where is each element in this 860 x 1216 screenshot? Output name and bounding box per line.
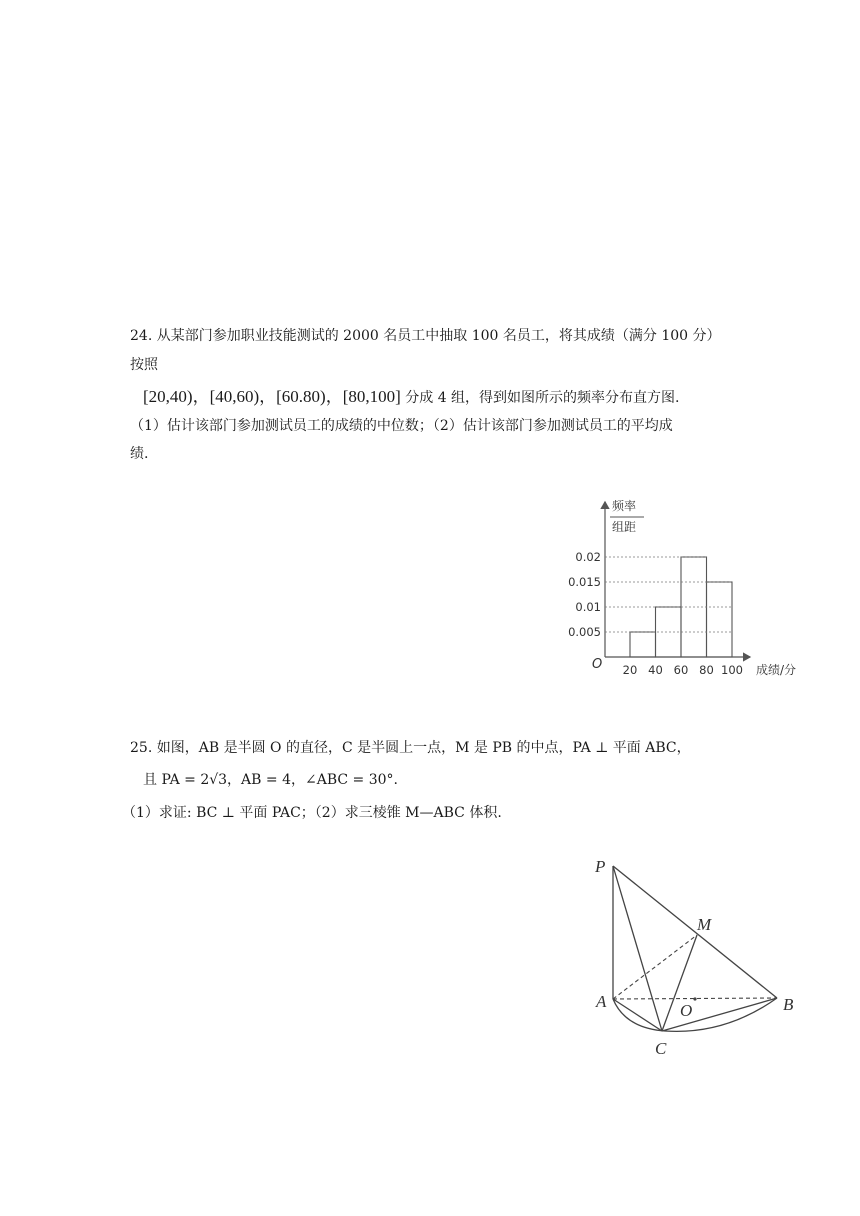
histogram-chart bbox=[560, 490, 820, 690]
q25-cond: 且 PA = 2√3，AB = 4，∠ABC = 30°. bbox=[143, 772, 398, 788]
x-axis-label: 成绩/分 bbox=[756, 663, 797, 677]
q24-intro-cont: 按照 bbox=[130, 357, 158, 373]
q24-intervals-tail: 分成 4 组，得到如图所示的频率分布直方图. bbox=[405, 390, 680, 406]
q24-intervals: [20,40)，[40,60)，[60.80)，[80,100] bbox=[143, 387, 401, 406]
geometry-figure bbox=[585, 850, 805, 1060]
q24-part1: （1）估计该部门参加测试员工的成绩的中位数；（2）估计该部门参加测试员工的平均成 bbox=[130, 418, 673, 434]
q24-intro: 24. 从某部门参加职业技能测试的 2000 名员工中抽取 100 名员工，将其成绩（满分 100 分） bbox=[130, 328, 721, 344]
label-b: B bbox=[783, 995, 794, 1014]
label-c: C bbox=[655, 1039, 667, 1058]
ylabel-top: 频率 bbox=[612, 499, 637, 513]
q24-intervals-line bbox=[143, 382, 680, 407]
q25-intro: 25. 如图，AB 是半圆 O 的直径，C 是半圆上一点，M 是 PB 的中点，PA ⊥ 平面 ABC， bbox=[130, 740, 691, 756]
q25-parts: （1）求证: BC ⊥ 平面 PAC；（2）求三棱锥 M—ABC 体积. bbox=[122, 805, 502, 821]
center-point-o bbox=[693, 997, 696, 1000]
histogram-bar bbox=[707, 582, 733, 657]
y-tick-label: 0.02 bbox=[575, 550, 601, 564]
segment-am bbox=[613, 935, 697, 999]
q24-part1-cont: 绩. bbox=[130, 446, 149, 462]
y-tick-label: 0.01 bbox=[575, 600, 601, 614]
label-o: O bbox=[680, 1001, 693, 1020]
segment-pb bbox=[613, 866, 777, 998]
label-a: A bbox=[596, 992, 607, 1011]
label-m: M bbox=[697, 915, 712, 934]
x-tick-label: 60 bbox=[673, 663, 689, 677]
x-tick-label: 80 bbox=[699, 663, 714, 677]
x-tick-label: 20 bbox=[622, 663, 638, 677]
histogram-bar bbox=[630, 632, 656, 657]
origin-label: O bbox=[592, 657, 603, 672]
segment-ac bbox=[613, 999, 662, 1031]
segment-pc bbox=[613, 866, 662, 1031]
x-tick-label: 40 bbox=[648, 663, 663, 677]
y-tick-label: 0.015 bbox=[568, 575, 601, 589]
ylabel-bottom: 组距 bbox=[612, 520, 637, 534]
y-tick-label: 0.005 bbox=[568, 625, 601, 639]
x-tick-label: 100 bbox=[721, 663, 743, 677]
label-p: P bbox=[595, 857, 606, 876]
